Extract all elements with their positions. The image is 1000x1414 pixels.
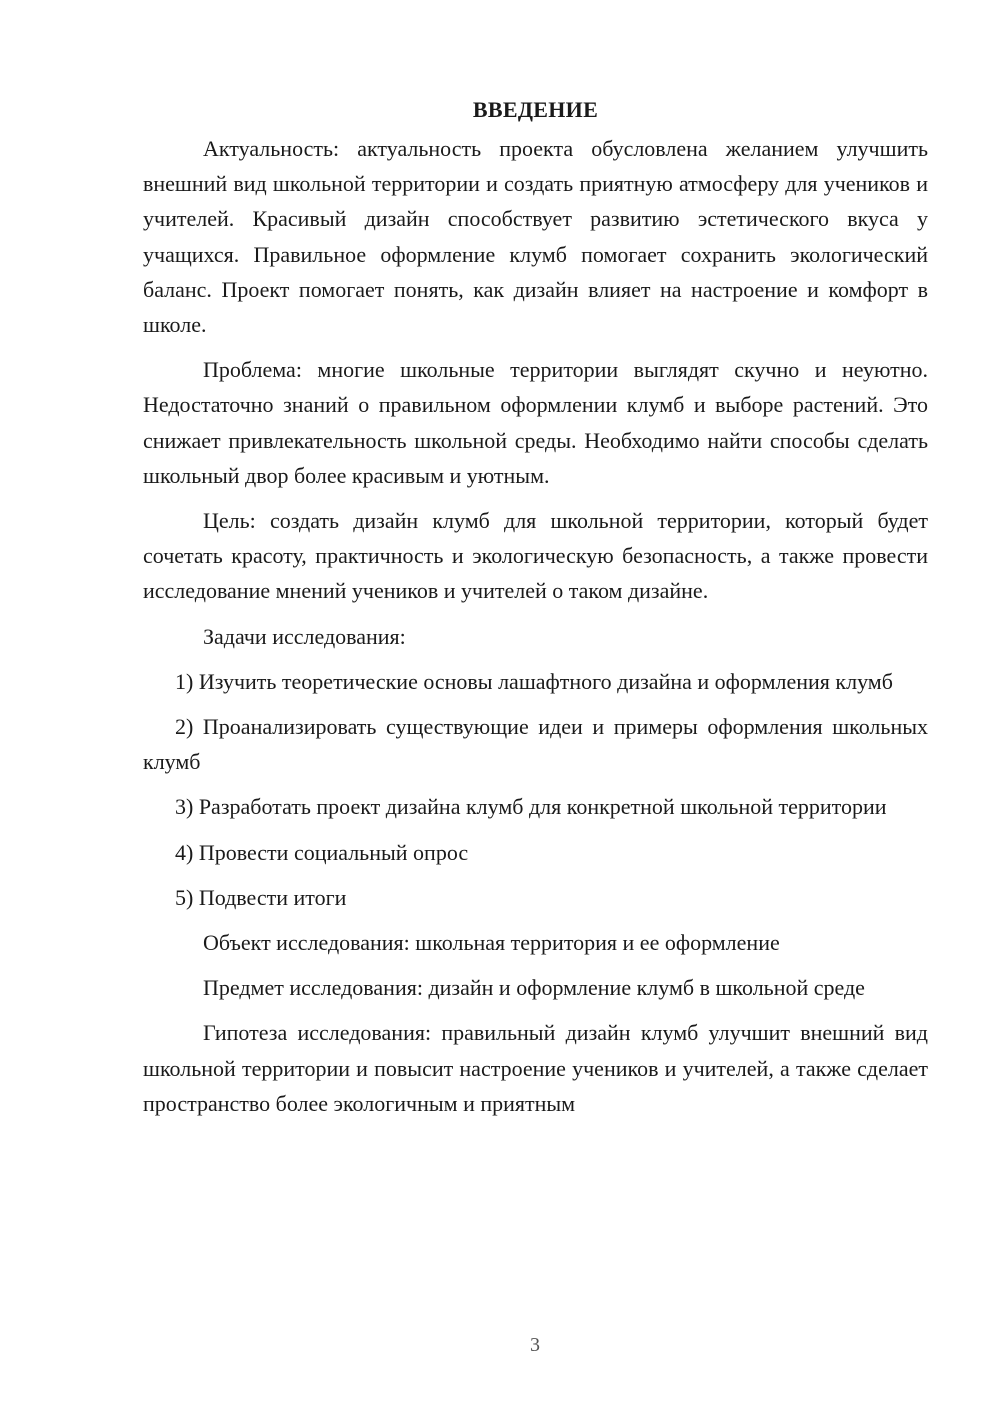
paragraph-hypothesis: Гипотеза исследования: правильный дизайн клумб улучшит внешний вид школьной территории и повысит настроение учеников и учителей, а также сделает пространство более экологичным и приятным [143, 1020, 928, 1116]
paragraph-problem: Проблема: многие школьные территории выглядят скучно и неуютно. Недостаточно знаний о правильном оформлении клумб и выборе растений. Это снижает привлекательность школьной среды. Необходимо найти способы сделать школьный двор более красивым и уютным. [143, 357, 928, 488]
paragraph-goal: Цель: создать дизайн клумб для школьной территории, который будет сочетать красоту, практичность и экологическую безопасность, а также провести исследование мнений учеников и учителей о таком дизайне. [143, 508, 928, 604]
task-item-5: 5) Подвести итоги [175, 884, 347, 910]
document-page [143, 92, 928, 1121]
paragraph-object: Объект исследования: школьная территория и ее оформление [203, 930, 780, 956]
page-title: ВВЕДЕНИЕ [472, 97, 599, 122]
task-item-2: 2) Проанализировать существующие идеи и примеры оформления школьных клумб [143, 714, 928, 775]
task-item-3: 3) Разработать проект дизайна клумб для конкретной школьной территории [175, 794, 887, 820]
paragraph-relevance: Актуальность: актуальность проекта обусловлена желанием улучшить внешний вид школьной территории и создать приятную атмосферу для учеников и учителей. Красивый дизайн способствует развитию эстетического вкуса у учащихся. Правильное оформление клумб помогает сохранить экологический баланс. Проект помогает понять, как дизайн влияет на настроение и комфорт в школе. [143, 136, 928, 338]
task-item-4: 4) Провести социальный опрос [175, 839, 469, 865]
paragraph-subject: Предмет исследования: дизайн и оформление клумб в школьной среде [203, 975, 865, 1001]
task-item-1: 1) Изучить теоретические основы лашафтного дизайна и оформления клумб [175, 668, 893, 694]
page-number: 3 [530, 1334, 540, 1356]
tasks-heading: Задачи исследования: [203, 623, 406, 649]
